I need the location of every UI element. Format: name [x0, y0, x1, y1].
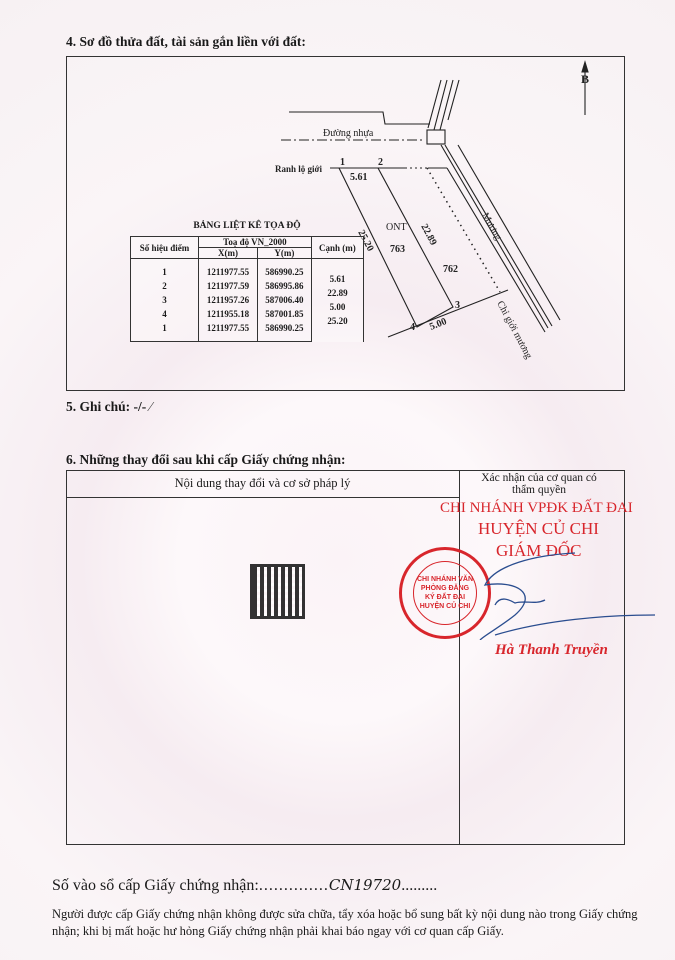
signer-name: Hà Thanh Truyền: [495, 642, 608, 658]
canal-label: Mương: [479, 211, 504, 243]
coord-table: [130, 236, 364, 342]
section6-heading: 6. Những thay đổi sau khi cấp Giấy chứng nhận:: [66, 452, 346, 467]
boundary-label: Ranh lộ giới: [275, 164, 322, 174]
edge-list: 5.61 22.89 5.00 25.20: [311, 259, 363, 342]
table-row: 1 1211977.55 586990.25: [131, 321, 364, 342]
point-2-label: 2: [378, 157, 383, 168]
coord-table-title: BẢNG LIỆT KÊ TỌA ĐỘ: [193, 221, 301, 231]
road-edge-line: [289, 112, 430, 124]
table-row: 3 1211957.26 587006.40: [131, 293, 364, 307]
header-divider: [66, 497, 459, 498]
edge-4-1-label: 25.20: [355, 228, 376, 254]
land-type-label: ONT: [386, 222, 407, 233]
north-arrow-icon: [582, 62, 588, 72]
parcel-number: 763: [390, 244, 405, 255]
table-row: 2 1211977.59 586995.86: [131, 279, 364, 293]
col-y: Y(m): [257, 248, 311, 259]
register-line: Số vào sổ cấp Giấy chứng nhận:..............CN19720.........: [52, 876, 438, 894]
point-4-label: 4: [410, 322, 415, 333]
stamp-line-2: HUYỆN CỦ CHI: [478, 519, 599, 538]
signature: [455, 545, 665, 640]
qr-code: [250, 564, 305, 619]
official-seal: CHI NHÁNH VĂN PHÒNG ĐĂNG KÝ ĐẤT ĐAI HUYỆN CỦ CHI: [399, 547, 491, 639]
col-point: Số hiệu điểm: [131, 237, 199, 259]
col-edge: Cạnh (m): [311, 237, 363, 259]
register-label: Số vào sổ cấp Giấy chứng nhận:: [52, 877, 259, 894]
neighbor-parcel-number: 762: [443, 264, 458, 275]
col-coord: Toạ độ VN_2000: [198, 237, 311, 248]
edge-1-2-label: 5.61: [350, 172, 368, 183]
table-row: 4 1211955.18 587001.85: [131, 307, 364, 321]
edge-3-4-label: 5.00: [428, 316, 449, 333]
road-label: Đường nhựa: [323, 128, 374, 139]
edge-2-3-label: 22.89: [418, 222, 439, 248]
stamp-line-3: GIÁM ĐỐC: [496, 541, 582, 560]
col-confirm-header: Xác nhận của cơ quan có thẩm quyền: [481, 472, 597, 496]
col-content-header: Nội dung thay đổi và cơ sở pháp lý: [174, 476, 351, 490]
col-x: X(m): [198, 248, 257, 259]
canal-boundary-label: Chỉ giới mương: [494, 299, 535, 361]
column-divider: [459, 470, 460, 844]
point-3-label: 3: [455, 300, 460, 311]
register-value: CN19720: [328, 876, 402, 894]
notice-text: Người được cấp Giấy chứng nhận không được sửa chữa, tẩy xóa hoặc bổ sung bất kỳ nội dung nào trong Giấy chứng nhận; khi bị mất hoặc hư hỏng Giấy chứng nhận phải khai báo ngay với cơ quan cấp Giấy.: [52, 907, 638, 938]
section4-heading: 4. Sơ đồ thửa đất, tài sản gắn liền với đất:: [66, 34, 306, 49]
point-1-label: 1: [340, 157, 345, 168]
section5-heading: 5. Ghi chú: -/- ⁄: [66, 399, 152, 414]
north-label: B: [581, 72, 590, 86]
stamp-line-1: CHI NHÁNH VPĐK ĐẤT ĐAI: [440, 500, 633, 516]
table-row: 1 1211977.55 586990.25 5.61 22.89 5.00 25.20: [131, 259, 364, 280]
